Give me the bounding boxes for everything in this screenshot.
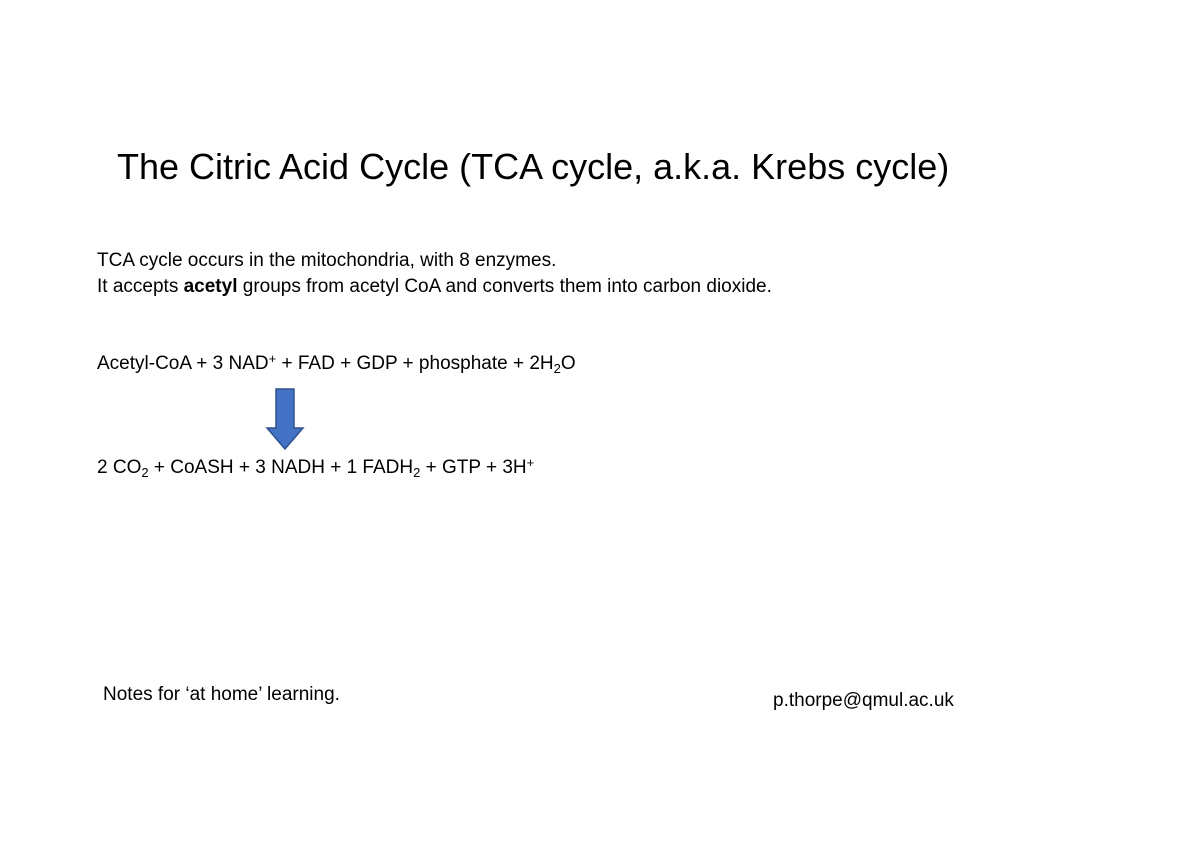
reactants-part-1: Acetyl-CoA + 3 NAD [97, 353, 269, 374]
products-equation [97, 455, 534, 481]
nad-charge: + [268, 351, 277, 366]
footer-note: Notes for ‘at home’ learning. [103, 684, 340, 705]
intro-line-1: TCA cycle occurs in the mitochondria, with 8 enzymes. [97, 250, 557, 271]
proton-charge: + [526, 455, 535, 470]
products-part-1: 2 CO [97, 457, 142, 478]
intro-line-2 [97, 274, 772, 300]
contact-email: p.thorpe@qmul.ac.uk [773, 690, 954, 711]
products-part-2: + CoASH + 3 NADH + 1 FADH [148, 457, 414, 478]
slide-title: The Citric Acid Cycle (TCA cycle, a.k.a. Krebs cycle) [117, 146, 950, 187]
down-arrow-shape [267, 389, 303, 449]
products-part-3: + GTP + 3H [420, 457, 527, 478]
intro-line-2-end: groups from acetyl CoA and converts them into carbon dioxide. [237, 276, 772, 297]
reactants-part-2: + FAD + GDP + phosphate + 2H [276, 353, 554, 374]
intro-line-2-start: It accepts [97, 276, 184, 297]
water-subscript: 2 [553, 361, 561, 376]
reactants-part-3: O [560, 353, 576, 374]
intro-text [97, 248, 772, 300]
co2-subscript: 2 [141, 465, 149, 480]
down-arrow-icon [265, 388, 305, 450]
fadh2-subscript: 2 [413, 465, 421, 480]
intro-keyword-acetyl: acetyl [183, 276, 238, 297]
reactants-equation [97, 351, 576, 377]
